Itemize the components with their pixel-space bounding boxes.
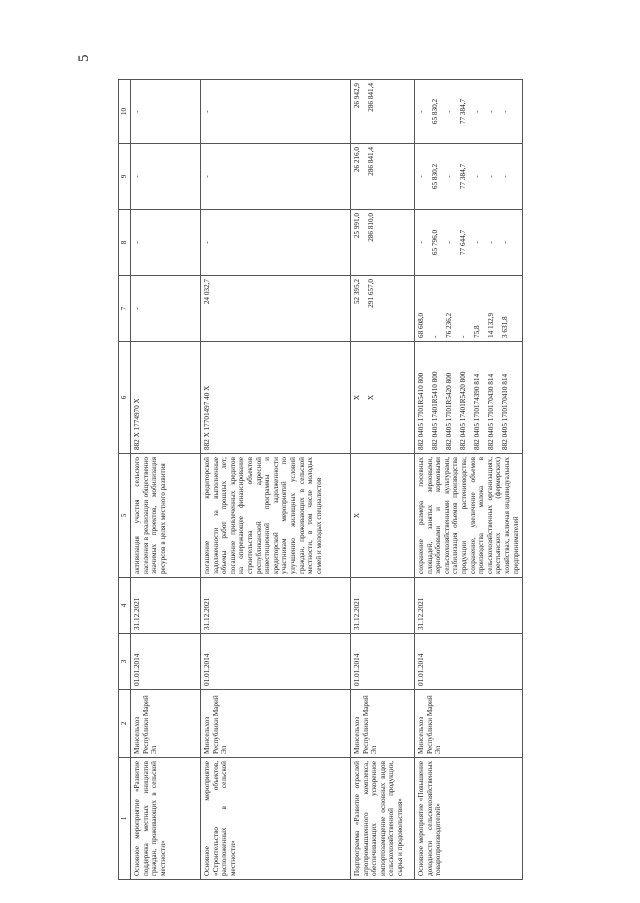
amount-value: 286 810,0 — [367, 213, 375, 242]
column-header: 3 — [119, 634, 131, 690]
amount-value: - — [445, 175, 453, 178]
column-header: 2 — [119, 690, 131, 758]
column-header: 8 — [119, 210, 131, 276]
start-date: 01.01.2014 — [415, 634, 523, 690]
end-date: 31.12.2021 — [201, 578, 351, 634]
amount-2021: - — [201, 80, 351, 144]
amount-value: 65 830,2 — [431, 98, 439, 125]
amount-value: - — [417, 110, 425, 113]
amount-2021-list — [415, 80, 523, 144]
expected-result: сохранение размера посевных площадей, занятых зерновыми, зернобобовыми и кормовыми сельскохозяйственными культурами, стабилизация объемов производства продукции растениеводства; сохранение, увеличение объемов производства молока в сельскохозяйственных организациях, крестьянских (фермерских) хозяйствах, включая индивидуальных предпринимателей — [415, 454, 523, 578]
end-date: 31.12.2021 — [415, 578, 523, 634]
end-date: 31.12.2021 — [351, 578, 415, 634]
amount-2021: - — [131, 80, 201, 144]
budget-code: 882 0405 17401R5420 800 — [459, 371, 467, 450]
column-header: 7 — [119, 276, 131, 342]
amount-2019: - — [131, 210, 201, 276]
amount-2019: - — [201, 210, 351, 276]
executor: Минсельхоз Республики Марий Эл — [201, 690, 351, 758]
budget-code-list — [351, 342, 415, 454]
executor: Минсельхоз Республики Марий Эл — [131, 690, 201, 758]
budget-code: 882 0405 17401R5410 800 — [431, 371, 439, 450]
amount-2019-list — [415, 210, 523, 276]
start-date: 01.01.2014 — [201, 634, 351, 690]
rotated-document-page — [118, 80, 523, 880]
amount-value: 77 384,7 — [459, 163, 467, 190]
column-header: 4 — [119, 578, 131, 634]
amount-value: - — [473, 110, 481, 113]
amount-2020: - — [201, 144, 351, 210]
amount-2018: - — [131, 276, 201, 342]
budget-code: 882 0405 17I01R5410 800 — [417, 372, 425, 450]
amount-value: - — [473, 241, 481, 244]
column-header: 5 — [119, 454, 131, 578]
amount-2018: 24 032,7 — [201, 276, 351, 342]
amount-value: 25 991,0 — [353, 213, 361, 239]
budget-code: X — [353, 394, 361, 401]
amount-2020-list — [415, 144, 523, 210]
table-row — [415, 80, 523, 880]
amount-value: - — [501, 241, 509, 244]
amount-value: - — [487, 241, 495, 244]
column-header: 9 — [119, 144, 131, 210]
amount-2020-list — [351, 144, 415, 210]
amount-2021-list — [351, 80, 415, 144]
activity-name: Подпрограмма «Развитие отраслей агропромышленного комплекса, обеспечивающих ускоренное импортозамещение основных видов сельскохозяйственной продукции, сырья и продовольствия» — [351, 758, 415, 880]
amount-value: - — [501, 110, 509, 113]
amount-value: 65 796,0 — [431, 229, 439, 256]
table-row — [201, 80, 351, 880]
table-row — [351, 80, 415, 880]
executor: Минсельхоз Республики Марий Эл — [415, 690, 523, 758]
budget-code: 882 0405 17I0174390 814 — [473, 373, 481, 450]
budget-code: 882 0405 17I0170430 814 — [487, 373, 495, 450]
amount-value: 65 830,2 — [431, 163, 439, 190]
amount-value: 26 216,0 — [353, 147, 361, 173]
amount-value: 26 942,9 — [353, 83, 361, 109]
budget-code: 882 X 1774970 X — [131, 342, 201, 454]
expected-result: погашение кредиторской задолженности за выполненные объемы работ прошлых лет; погашение привлеченных кредитов на опережающее финансирование строительства объектов республиканской адресной инвестиционной программы и кредиторской задолженности участникам мероприятий по улучшению жилищных условий граждан, проживающих в сельской местности, в том числе молодых семей и молодых специалистов — [201, 454, 351, 578]
amount-value: 76 236,2 — [445, 312, 453, 338]
amount-value: 77 384,7 — [459, 98, 467, 125]
start-date: 01.01.2014 — [131, 634, 201, 690]
amount-value: 286 841,4 — [367, 83, 375, 112]
amount-value: 291 657,0 — [367, 279, 375, 308]
amount-value: - — [417, 175, 425, 178]
amount-value: 286 841,4 — [367, 147, 375, 176]
amount-value: - — [445, 110, 453, 113]
budget-code: 882 0405 17I01R5420 800 — [445, 372, 453, 450]
expected-result: активизация участия сельского населения в реализации общественно значимых проектов, мобилизация ресурсов в целях местного развития — [131, 454, 201, 578]
amount-value: 75,8 — [473, 325, 481, 338]
amount-2019-list — [351, 210, 415, 276]
amount-value: - — [487, 175, 495, 178]
amount-value: 68 608,0 — [417, 312, 425, 338]
amount-2018-list — [351, 276, 415, 342]
column-header: 10 — [119, 80, 131, 144]
executor: Минсельхоз Республики Марий Эл — [351, 690, 415, 758]
budget-code: X — [367, 394, 375, 401]
amount-value: - — [487, 110, 495, 113]
table-header-row — [119, 80, 131, 880]
program-activities-table — [118, 79, 523, 880]
end-date: 31.12.2021 — [131, 578, 201, 634]
column-header: 1 — [119, 758, 131, 880]
amount-value: 14 132,9 — [487, 312, 495, 338]
amount-value: 3 631,8 — [501, 316, 509, 338]
start-date: 01.01.2014 — [351, 634, 415, 690]
amount-value: - — [501, 175, 509, 178]
budget-code: 882 X 17701497 40 X — [201, 342, 351, 454]
amount-2018-list — [415, 276, 523, 342]
activity-name: Основное мероприятие «Развитие поддержка местных инициатив граждан, проживающих в сельской местности» — [131, 758, 201, 880]
column-header: 6 — [119, 342, 131, 454]
activity-name: Основное мероприятие «Повышение доходности сельскохозяйственных товаропроизводителей» — [415, 758, 523, 880]
amount-value: 77 644,7 — [459, 229, 467, 256]
activity-name: Основное мероприятие «Строительство объектов, расположенных в сельской местности» — [201, 758, 351, 880]
budget-code-list — [415, 342, 523, 454]
amount-value: - — [431, 335, 439, 338]
amount-value: 52 395,2 — [353, 279, 361, 305]
amount-2020: - — [131, 144, 201, 210]
amount-value: - — [445, 241, 453, 244]
table-row — [131, 80, 201, 880]
amount-value: - — [473, 175, 481, 178]
expected-result: X — [351, 454, 415, 578]
amount-value: - — [417, 241, 425, 244]
amount-value: - — [459, 335, 467, 338]
page-number: 5 — [76, 54, 92, 62]
budget-code: 882 0405 17I0170410 814 — [501, 373, 509, 450]
